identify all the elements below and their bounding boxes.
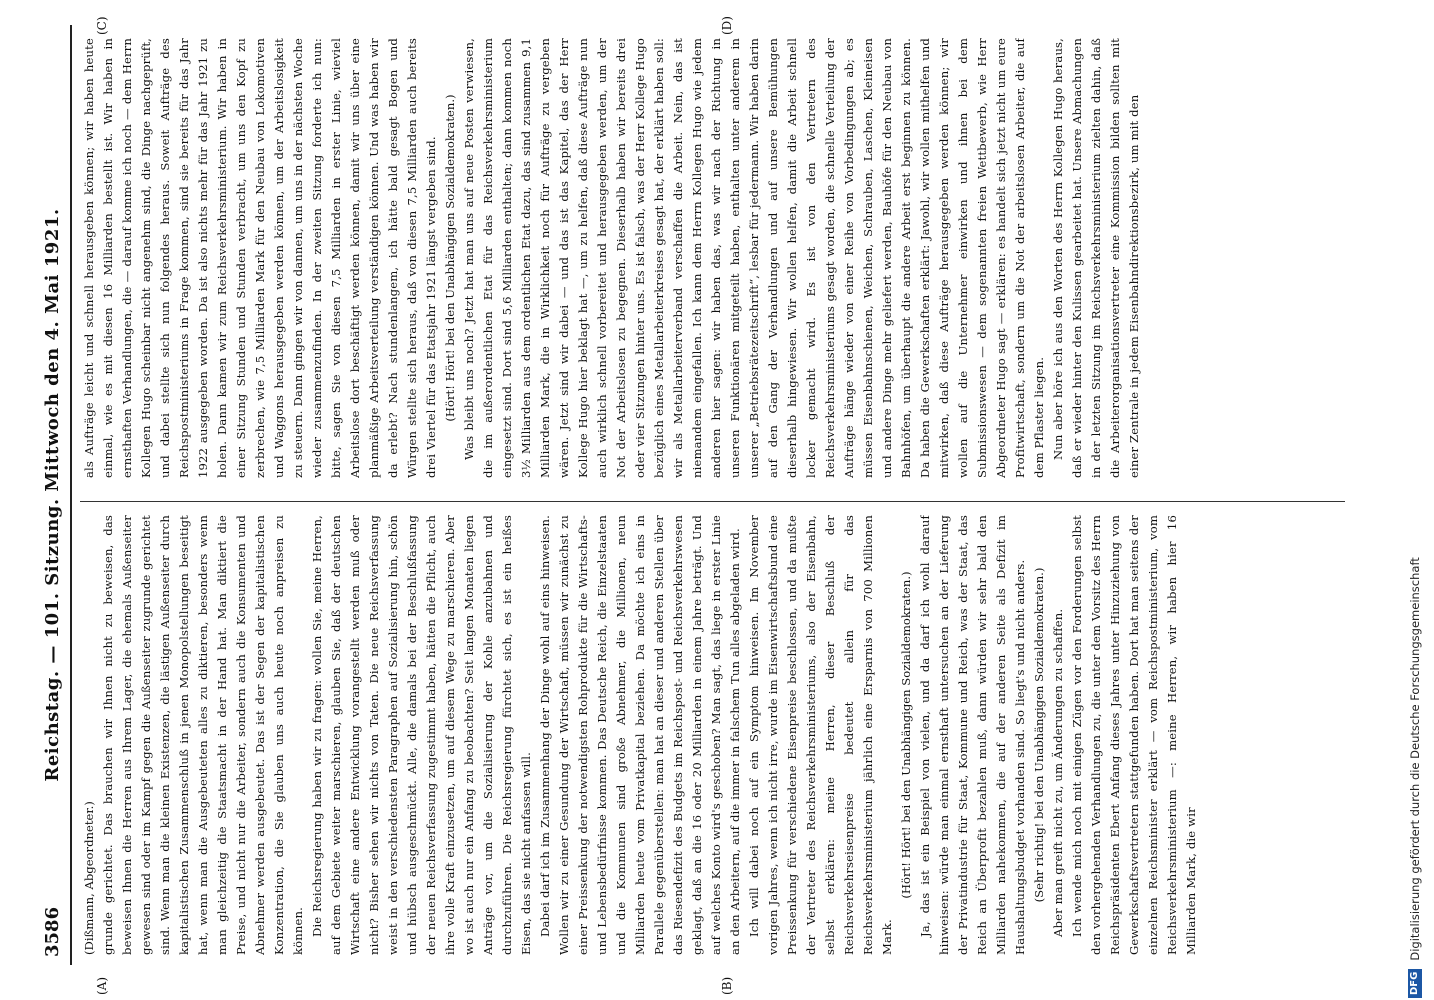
margin-marker-b: (B)	[720, 976, 734, 995]
right-column	[80, 38, 1350, 478]
interjection: (Hört! Hört! bei den Unabhängigen Sozialdemokraten.)	[443, 94, 457, 422]
paragraph: als Aufträge leicht und schnell herausgeben können; wir haben heute einmal, wie es mit diesen 16 Milliarden bestellt ist. Wir haben in ernsthaften Verhandlungen, die — darauf komme ich noch — dem Herrn Kollegen Hugo scheinbar nicht angenehm sind, die Dinge nachgeprüft, und dabei stellte sich nun folgendes heraus. Soweit Aufträge des Reichspostministeriums in Frage kommen, sind sie bereits für das Jahr 1922 ausgegeben worden. Da ist also nichts mehr für das Jahr 1921 zu holen. Dann kamen wir zum Reichsverkehrsministerium. Wir haben in einer Sitzung Stunden und Stunden verbracht, um uns den Kopf zu zerbrechen, wie 7,5 Milliarden Mark für den Neubau von Lokomotiven und Waggons herausgegeben werden können, um der Arbeitslosigkeit zu steuern. Dann gingen wir von dannen, um uns in der nächsten Woche wieder zusammenzufinden. In der zweiten Sitzung forderte ich nun: bitte, sagen Sie von diesen 7,5 Milliarden in erster Linie, wieviel Arbeitslose dort beschäftigt werden können, damit wir uns über eine planmäßige Arbeitsverteilung verständigen können. Und was haben wir da erlebt? Nach stundenlangem, ich hätte bald gesagt Bogen und Würgen stellte sich heraus, daß von diesen 7,5 Milliarden auch bereits drei Viertel für das Etatsjahr 1921 längst vergeben sind.	[82, 38, 438, 478]
credit-text: Digitalisierung gefördert durch die Deutsche Forschungsgemeinschaft	[1408, 557, 1422, 961]
left-column	[80, 515, 1350, 955]
paragraph: Ich wende mich noch mit einigen Zügen vor den Forderungen selbst den vorhergehenden Verhandlungen zu, die unter dem Vorsitz des Herrn Reichspräsidenten Ebert Anfang dieses Jahres unter Hinzuziehung von Gewerkschaftsvertretern stattgefunden haben. Dort hat man seitens der einzelnen Reichsminister erklärt — vom Reichspostministerium, vom Reichsverkehrsministerium —: meine Herren, wir haben hier 16 Milliarden Mark, die wir	[1070, 515, 1198, 955]
paragraph: Ja, das ist ein Beispiel von vielen, und da darf ich wohl darauf hinweisen: würde man einmal ernsthaft untersuchen an der Lieferung der Privatindustrie für Staat, Kommune und Reich, was der Staat, das Reich an Überprofit bezahlen muß, dann würden wir sehr bald den Milliarden nahekommen, die auf der anderen Seite als Defizit im Haushaltungsbudget vorhanden sind. So liegt's und nicht anders.	[918, 515, 1027, 955]
paragraph: Ich will dabei noch auf ein Symptom hinweisen. Im November vorigen Jahres, wenn ich nicht irre, wurde im Eisenwirtschaftsbund eine Preissenkung für verschiedene Eisenpreise beschlossen, und da mußte der Vertreter des Reichsverkehrsministeriums, also der Eisenbahn, selbst erklären: meine Herren, dieser Beschluß der Reichsverkehrseisenpreise bedeutet allein für das Reichsverkehrsministerium jährlich eine Ersparnis von 700 Millionen Mark.	[747, 515, 894, 955]
margin-marker-d: (D)	[720, 16, 734, 35]
paragraph: Nun aber höre ich aus den Worten des Herrn Kollegen Hugo heraus, daß er wieder hinter den Kulissen gearbeitet hat. Unsere Abmachungen in der letzten Sitzung im Reichsverkehrsministerium zielten dahin, daß die Arbeiterorganisationsvertreter eine Kommission bilden sollten mit einer Zentrale in jedem Eisenbahndirektionsbezirk, um mit den	[1051, 38, 1141, 478]
column-divider	[80, 501, 1345, 502]
page-number: 3586	[42, 906, 63, 957]
margin-marker-c: (C)	[95, 16, 109, 35]
paragraph: Was bleibt uns noch? Jetzt hat man uns auf neue Posten verwiesen, die im außerordentlichen Etat für das Reichsverkehrsministerium eingesetzt sind. Dort sind 5,6 Milliarden enthalten; dann kommen noch 3½ Milliarden aus dem ordentlichen Etat dazu, das sind zusammen 9,1 Milliarden Mark, die in Wirklichkeit noch für Aufträge zu vergeben wären. Jetzt sind wir dabei — und das ist das Kapitel, das der Herr Kollege Hugo hier beklagt hat —, um zu helfen, daß diese Aufträge nun auch wirklich schnell vorbereitet und herausgegeben werden, um der Not der Arbeitslosen zu begegnen. Dieserhalb haben wir bereits drei oder vier Sitzungen hinter uns. Es ist falsch, was der Herr Kollege Hugo bezüglich eines Metallarbeiterkreises gesagt hat, der erklärt haben soll: wir als Metallarbeiterverband verschaffen die Arbeit. Nein, das ist niemandem eingefallen. Ich kann dem Herrn Kollegen Hugo wie jedem anderen hier sagen: wir haben das, was wir nach der Richtung in unseren Funktionären mitgeteilt haben, enthalten unter anderem in unserer „Betriebsrätezeitschrift“, lesbar für jedermann. Wir haben darin auf den Gang der Verhandlungen und auf unsere Bemühungen dieserhalb hingewiesen. Wir wollen helfen, damit die Arbeit schnell locker gemacht wird. Es ist von den Vertretern des Reichsverkehrsministeriums gesagt worden, die schnelle Verteilung der Aufträge hänge wieder von einer Reihe von Vorbedingungen ab; es müssen Eisenbahnschienen, Weichen, Schrauben, Laschen, Kleineisen und andere Dinge mehr geliefert werden, Bauhöfe für den Neubau von Bahnhöfen, um überhaupt die andere Arbeit erst beginnen zu können. Da haben die Gewerkschaften erklärt: Jawohl, wir wollen mithelfen und mitwirken, daß diese Aufträge herausgegeben werden können; wir wollen auf die Unternehmer einwirken und ihnen bei dem Submissionswesen — dem sogenannten freien Wettbewerb, wie Herr Abgeordneter Hugo sagt — erklären: es handelt sich jetzt nicht um eure Profitwirtschaft, sondern um die Not der arbeitslosen Arbeiter, die auf dem Pflaster liegen.	[462, 38, 1046, 478]
page-header	[42, 25, 66, 965]
paragraph: Aber man greift nicht zu, um Änderungen zu schaffen.	[1051, 608, 1065, 937]
paragraph: grunde gerichtet. Das brauchen wir Ihnen nicht zu beweisen, das beweisen Ihnen die Herren aus Ihrem Lager, die ehemals Außenseiter gewesen sind oder im Kampf gegen die Außenseiter zugrunde gerichtet sind. Wenn man die kleinen Existenzen, die lästigen Außenseiter durch kapitalistischen Zusammenschluß in jenen Monopolstellungen beseitigt hat, wenn man die Ausgebeuteten alles zu diktieren, besonders wenn man gleichzeitig die Staatsmacht in der Hand hat. Man diktiert die Preise, und nicht nur die Arbeiter, sondern auch die Konsumenten und Abnehmer werden ausgebeutet. Das ist der Segen der kapitalistischen Konzentration, die Sie glauben uns auch heute noch anpreisen zu können.	[101, 515, 305, 955]
header-rule	[70, 25, 72, 965]
interjection: (Sehr richtig! bei den Unabhängigen Sozialdemokraten.)	[1032, 567, 1046, 903]
session-title: Reichstag. — 101. Sitzung. Mittwoch den 4. Mai 1921.	[42, 208, 63, 782]
interjection: (Hört! Hört! bei den Unabhängigen Sozialdemokraten.)	[899, 571, 913, 899]
dfg-logo-icon: DFG	[1408, 969, 1422, 998]
margin-marker-a: (A)	[95, 976, 109, 995]
paragraph: Die Reichsregierung haben wir zu fragen: wollen Sie, meine Herren, auf dem Gebiete weiter marschieren, glauben Sie, daß der deutschen Wirtschaft eine andere Entwicklung vorangestellt werden muß oder nicht? Bisher sehen wir nichts von Taten. Die neue Reichsverfassung weist in den verschiedensten Paragraphen auf Sozialisierung hin, schön und hübsch ausgeschmückt. Alle, die damals bei der Beschlußfassung der neuen Reichsverfassung zugestimmt haben, hätten die Pflicht, auch ihre volle Kraft einzusetzen, um auf diesem Wege zu marschieren. Aber wo ist auch nur ein Anfang zu beobachten? Seit langen Monaten liegen Anträge vor, um die Sozialisierung der Kohle anzubahnen und durchzuführen. Die Reichsregierung fürchtet sich, es ist ein heißes Eisen, das sie nicht anfassen will.	[310, 515, 533, 955]
dfg-credit	[1392, 8, 1434, 998]
paragraph: Dabei darf ich im Zusammenhang der Dinge wohl auf eins hinweisen. Wollen wir zu einer Gesundung der Wirtschaft, müssen wir zunächst zu einer Preissenkung der notwendigsten Rohprodukte für die Wirtschafts- und Lebensbedürfnisse kommen. Das Deutsche Reich, die Einzelstaaten und die Kommunen sind große Abnehmer, die Millionen, neun Milliarden heute vom Privatkapital beziehen. Da möchte ich eins in Parallele gegenüberstellen: man hat an dieser und anderen Stellen über das Riesendefizit des Budgets im Reichspost- und Reichsverkehrswesen geklagt, daß an die 16 oder 20 Milliarden in einem Jahre beträgt. Und auf welches Konto wird's geschoben? Man sagt, das liege in erster Linie an den Arbeitern, auf die immer in falschem Tun alles abgeladen wird.	[538, 515, 742, 955]
speaker-note: (Dißmann, Abgeordneter.)	[82, 801, 96, 955]
